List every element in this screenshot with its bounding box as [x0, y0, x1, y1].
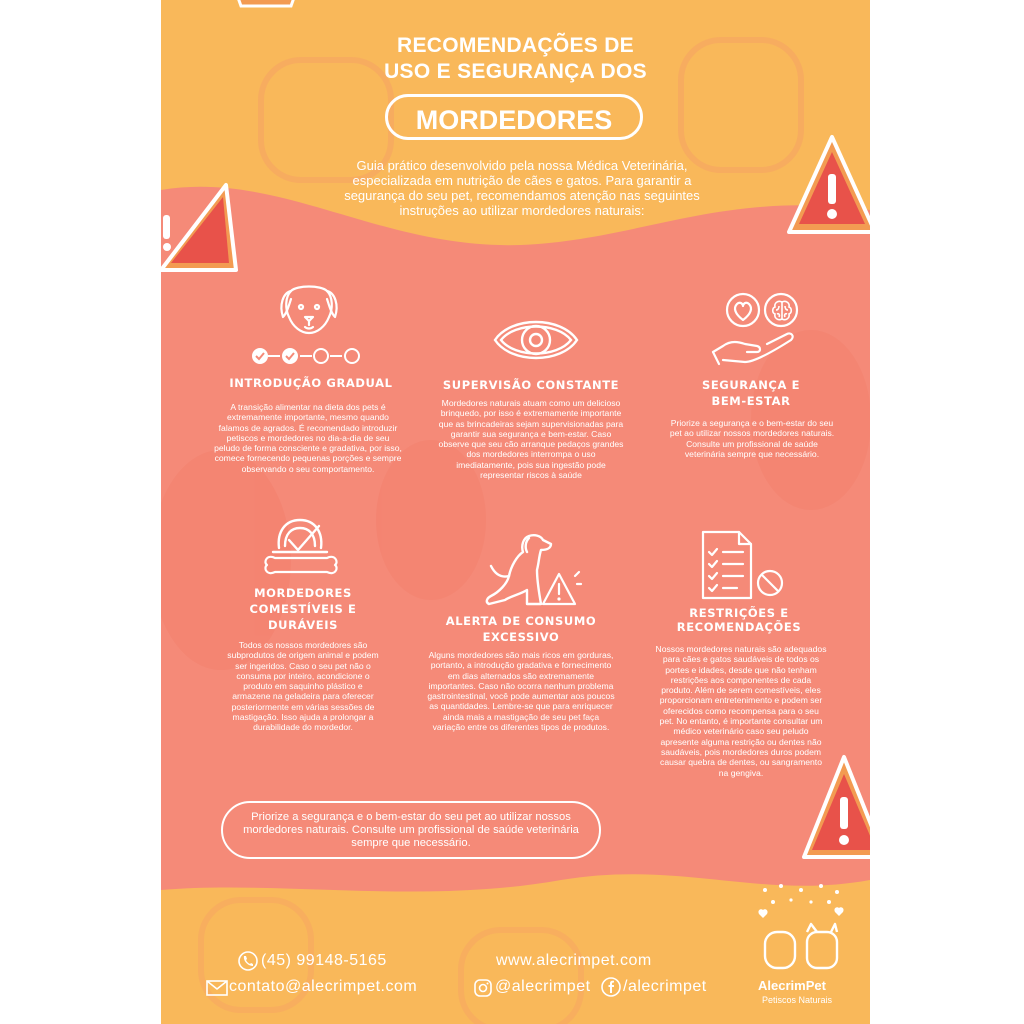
warning-icon	[787, 132, 870, 237]
mail-icon	[206, 980, 228, 996]
section-title-introducao: INTRODUÇÃO GRADUAL	[229, 376, 393, 390]
footer-note: Priorize a segurança e o bem-estar do seu pet ao utilizar nossos mordedores naturais. Consulte um profissional de saúde veterinária sempre que necessário.	[221, 801, 601, 859]
instagram-handle[interactable]: @alecrimpet	[495, 978, 591, 995]
section-title-supervisao: SUPERVISÃO CONSTANTE	[442, 378, 620, 392]
email-address[interactable]: contato@alecrimpet.com	[229, 978, 418, 995]
prohibited-icon	[755, 568, 785, 598]
section-title-restricoes-2: RECOMENDAÇÕES	[676, 620, 802, 634]
title-line-2: USO E SEGURANÇA DOS	[384, 60, 647, 83]
section-body-introducao: A transição alimentar na dieta dos pets é extremamente importante, mesmo quando falamos de agrados. É recomendado introduzir petiscos e mordedores no dia-a-dia de seu peludo de forma consciente e gradativa, por isso, comece fornecendo pequenas porções e sempre observando o seu comportamento.	[214, 402, 402, 474]
eye-icon	[491, 310, 581, 370]
section-title-comestiveis-2: COMESTÍVEIS E	[249, 602, 357, 616]
section-body-comestiveis: Todos os nossos mordedores são subprodutos de origem animal e podem ser ingeridos. Caso o seu pet não o consuma por inteiro, acondicione o produto em saquinho plástico e armazene na geladeira para oferecer posteriormente em várias sessões de mastigação. Isso ajuda a prolongar a durabilidade do mordedor.	[227, 640, 379, 733]
progress-steps-icon	[250, 346, 365, 366]
intro-text: Guia prático desenvolvido pela nossa Médica Veterinária, especializada em nutrição de cães e gatos. Para garantir a segurança do seu pet, recomendamos atenção nas seguintes instruções ao utilizar mordedores naturais:	[344, 158, 700, 218]
logo-tagline: Petiscos Naturais	[762, 995, 833, 1005]
brain-icon	[769, 298, 795, 324]
section-title-alerta-1: ALERTA DE CONSUMO	[445, 614, 597, 628]
section-body-restricoes: Nossos mordedores naturais são adequados para cães e gatos saudáveis de todos os portes e idades, desde que não tenham restrições aos componentes de cada produto. Além de serem comestíveis, eles proporcionam entretenimento e podem ser oferecidos como recompensa para o seu pet. No entanto, é importante consultar um médico veterinário caso seu peludo apresente alguma restrição ou dentes não saudáveis, pois mordedores duros podem causar quebra de dentes, ou sangramento na gengiva.	[655, 644, 827, 778]
bone-icon	[261, 552, 341, 578]
section-title-seguranca-1: SEGURANÇA E	[701, 378, 801, 392]
checklist-icon	[701, 530, 755, 600]
poster	[161, 0, 870, 1024]
logo-icon	[751, 880, 851, 972]
website-link[interactable]: www.alecrimpet.com	[496, 952, 652, 969]
section-title-alerta-2: EXCESSIVO	[482, 630, 560, 644]
section-body-alerta: Alguns mordedores são mais ricos em gorduras, portanto, a introdução gradativa e fornecimento em dias alternados são extremamente importantes. Caso não ocorra nenhum problema gastrointestinal, você pode aumentar aos poucos as quantidades. Lembre-se que para enriquecer ainda mais a mastigação de seu pet faça variação entre os diferentes tipos de produtos.	[427, 650, 615, 733]
title-pill: MORDEDORES	[385, 94, 643, 140]
facebook-icon	[601, 977, 621, 997]
warning-icon	[161, 175, 241, 275]
section-title-restricoes-1: RESTRIÇÕES E	[689, 606, 789, 620]
title-line-1: RECOMENDAÇÕES DE	[397, 34, 634, 57]
phone-number[interactable]: (45) 99148-5165	[261, 952, 387, 969]
section-title-comestiveis-3: DURÁVEIS	[268, 618, 338, 632]
warning-icon	[539, 570, 581, 608]
facebook-handle[interactable]: /alecrimpet	[623, 978, 707, 995]
dog-face-icon	[277, 283, 341, 337]
section-title-seguranca-2: BEM-ESTAR	[711, 394, 791, 408]
section-body-supervisao: Mordedores naturais atuam como um delicioso brinquedo, por isso é extremamente importante que as brincadeiras sejam supervisionadas para garantir sua segurança e bem-estar. Caso observe que seu cão arranque pedaços grandes dos mordedores interrompa o uso imediatamente, pois sua ingestão pode representar riscos à saúde	[438, 398, 624, 481]
instagram-icon	[473, 978, 493, 998]
section-body-seguranca: Priorize a segurança e o bem-estar do seu pet ao utilizar nossos mordedores naturais. Consulte um profissional de saúde veterinária sempre que necessário.	[669, 418, 835, 459]
section-title-comestiveis-1: MORDEDORES	[254, 586, 352, 600]
phone-icon	[238, 951, 258, 971]
logo-name: AlecrimPet	[758, 978, 826, 993]
warning-icon	[236, 0, 296, 12]
